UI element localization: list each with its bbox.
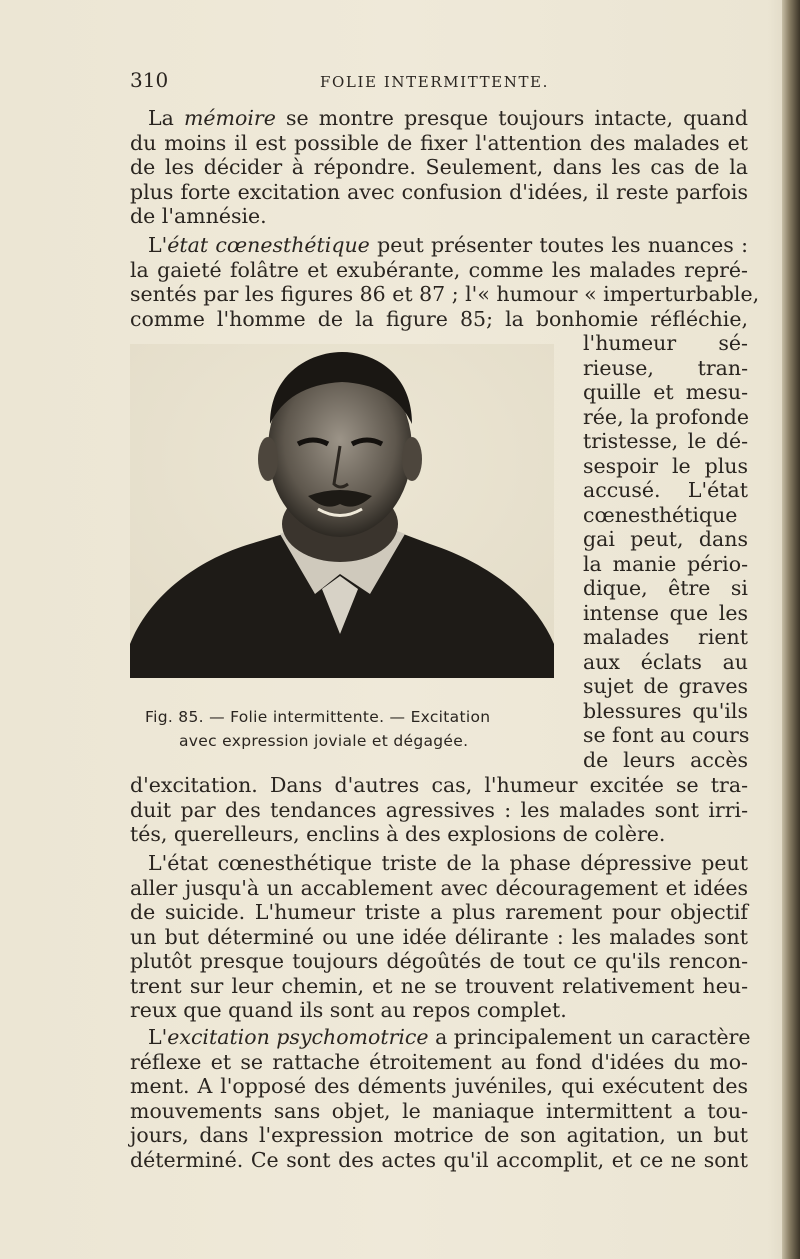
text-line: réflexe et se rattache étroitement au fond d'idées du mo- <box>130 1049 748 1074</box>
text-line: tés, querelleurs, enclins à des explosions de colère. <box>130 822 666 846</box>
paragraph-etat-coenesthetique <box>130 233 760 331</box>
text-line: de suicide. L'humeur triste a plus rarement pour objectif <box>130 900 748 924</box>
text-line: l'humeur sé- <box>583 331 748 355</box>
running-title: FOLIE INTERMITTENTE. <box>320 73 549 91</box>
text-line: gai peut, dans <box>583 527 748 551</box>
page-edge <box>782 0 800 1259</box>
text-line: L'état cœnesthétique peut présenter toutes les nuances : <box>148 233 749 257</box>
paragraph-continuation <box>130 773 748 847</box>
text-line: se font au cours <box>583 723 750 747</box>
text-line: cœnesthétique <box>583 502 738 527</box>
text-line: ment. A l'opposé des déments juvéniles, qui exécutent des <box>130 1074 748 1098</box>
text-line: jours, dans l'expression motrice de son agitation, un but <box>130 1123 748 1147</box>
text-line: L'excitation psychomotrice a principalement un caractère <box>148 1025 751 1049</box>
text-line: L'état cœnesthétique triste de la phase dépressive peut <box>148 851 748 875</box>
text-line: plus forte excitation avec confusion d'idées, il reste parfois <box>130 179 748 204</box>
text-line: trent sur leur chemin, et ne se trouvent relativement heu- <box>130 973 748 998</box>
text-line: un but déterminé ou une idée délirante : les malades sont <box>130 924 748 949</box>
paragraph-excitation-psychomotrice <box>130 1025 751 1172</box>
text-line: sujet de graves <box>583 674 748 698</box>
text-line: de l'amnésie. <box>130 204 267 228</box>
text-line: rieuse, tran- <box>583 355 748 380</box>
page-header <box>130 68 750 94</box>
text-line: sespoir le plus <box>583 453 748 478</box>
caption-line: Fig. 85. — Folie intermittente. — Excitation <box>145 708 491 726</box>
text-line: dique, être si <box>583 576 748 600</box>
text-line: quille et mesu- <box>583 380 748 404</box>
text-line: aller jusqu'à un accablement avec découragement et idées <box>130 875 748 900</box>
text-line: la gaieté folâtre et exubérante, comme les malades repré- <box>130 257 748 282</box>
caption-line: avec expression joviale et dégagée. <box>179 732 469 750</box>
page-number: 310 <box>130 68 169 92</box>
text-line: du moins il est possible de fixer l'attention des malades et <box>130 130 748 155</box>
figure-caption <box>145 705 573 753</box>
text-line: sentés par les figures 86 et 87 ; l'« humour « imperturbable, <box>130 282 760 306</box>
text-line: intense que les <box>583 600 748 625</box>
text-line: rée, la profonde <box>583 404 750 429</box>
text-line: aux éclats au <box>583 649 748 674</box>
text-line: tristesse, le dé- <box>583 429 748 453</box>
portrait-photograph <box>130 344 554 678</box>
paragraph-triste <box>130 851 748 1023</box>
paragraph-memoire <box>130 106 748 229</box>
text-line: de les décider à répondre. Seulement, dans les cas de la <box>130 155 748 179</box>
text-line: blessures qu'ils <box>583 698 748 723</box>
column-text <box>583 331 748 772</box>
text-line: duit par des tendances agressives : les malades sont irri- <box>130 797 748 822</box>
text-line: comme l'homme de la figure 85; la bonhomie réfléchie, <box>130 306 748 331</box>
text-line: La mémoire se montre presque toujours intacte, quand <box>148 106 748 130</box>
text-line: plutôt presque toujours dégoûtés de tout ce qu'ils rencon- <box>130 949 748 973</box>
text-line: malades rient <box>583 625 748 649</box>
text-line: de leurs accès <box>583 747 748 772</box>
text-line: reux que quand ils sont au repos complet. <box>130 998 567 1022</box>
text-line: accusé. L'état <box>583 478 748 502</box>
text-line: mouvements sans objet, le maniaque intermittent a tou- <box>130 1098 748 1123</box>
text-line: d'excitation. Dans d'autres cas, l'humeur excitée se tra- <box>130 773 748 797</box>
text-line: déterminé. Ce sont des actes qu'il accomplit, et ce ne sont <box>130 1147 748 1172</box>
text-line: la manie pério- <box>583 551 748 576</box>
